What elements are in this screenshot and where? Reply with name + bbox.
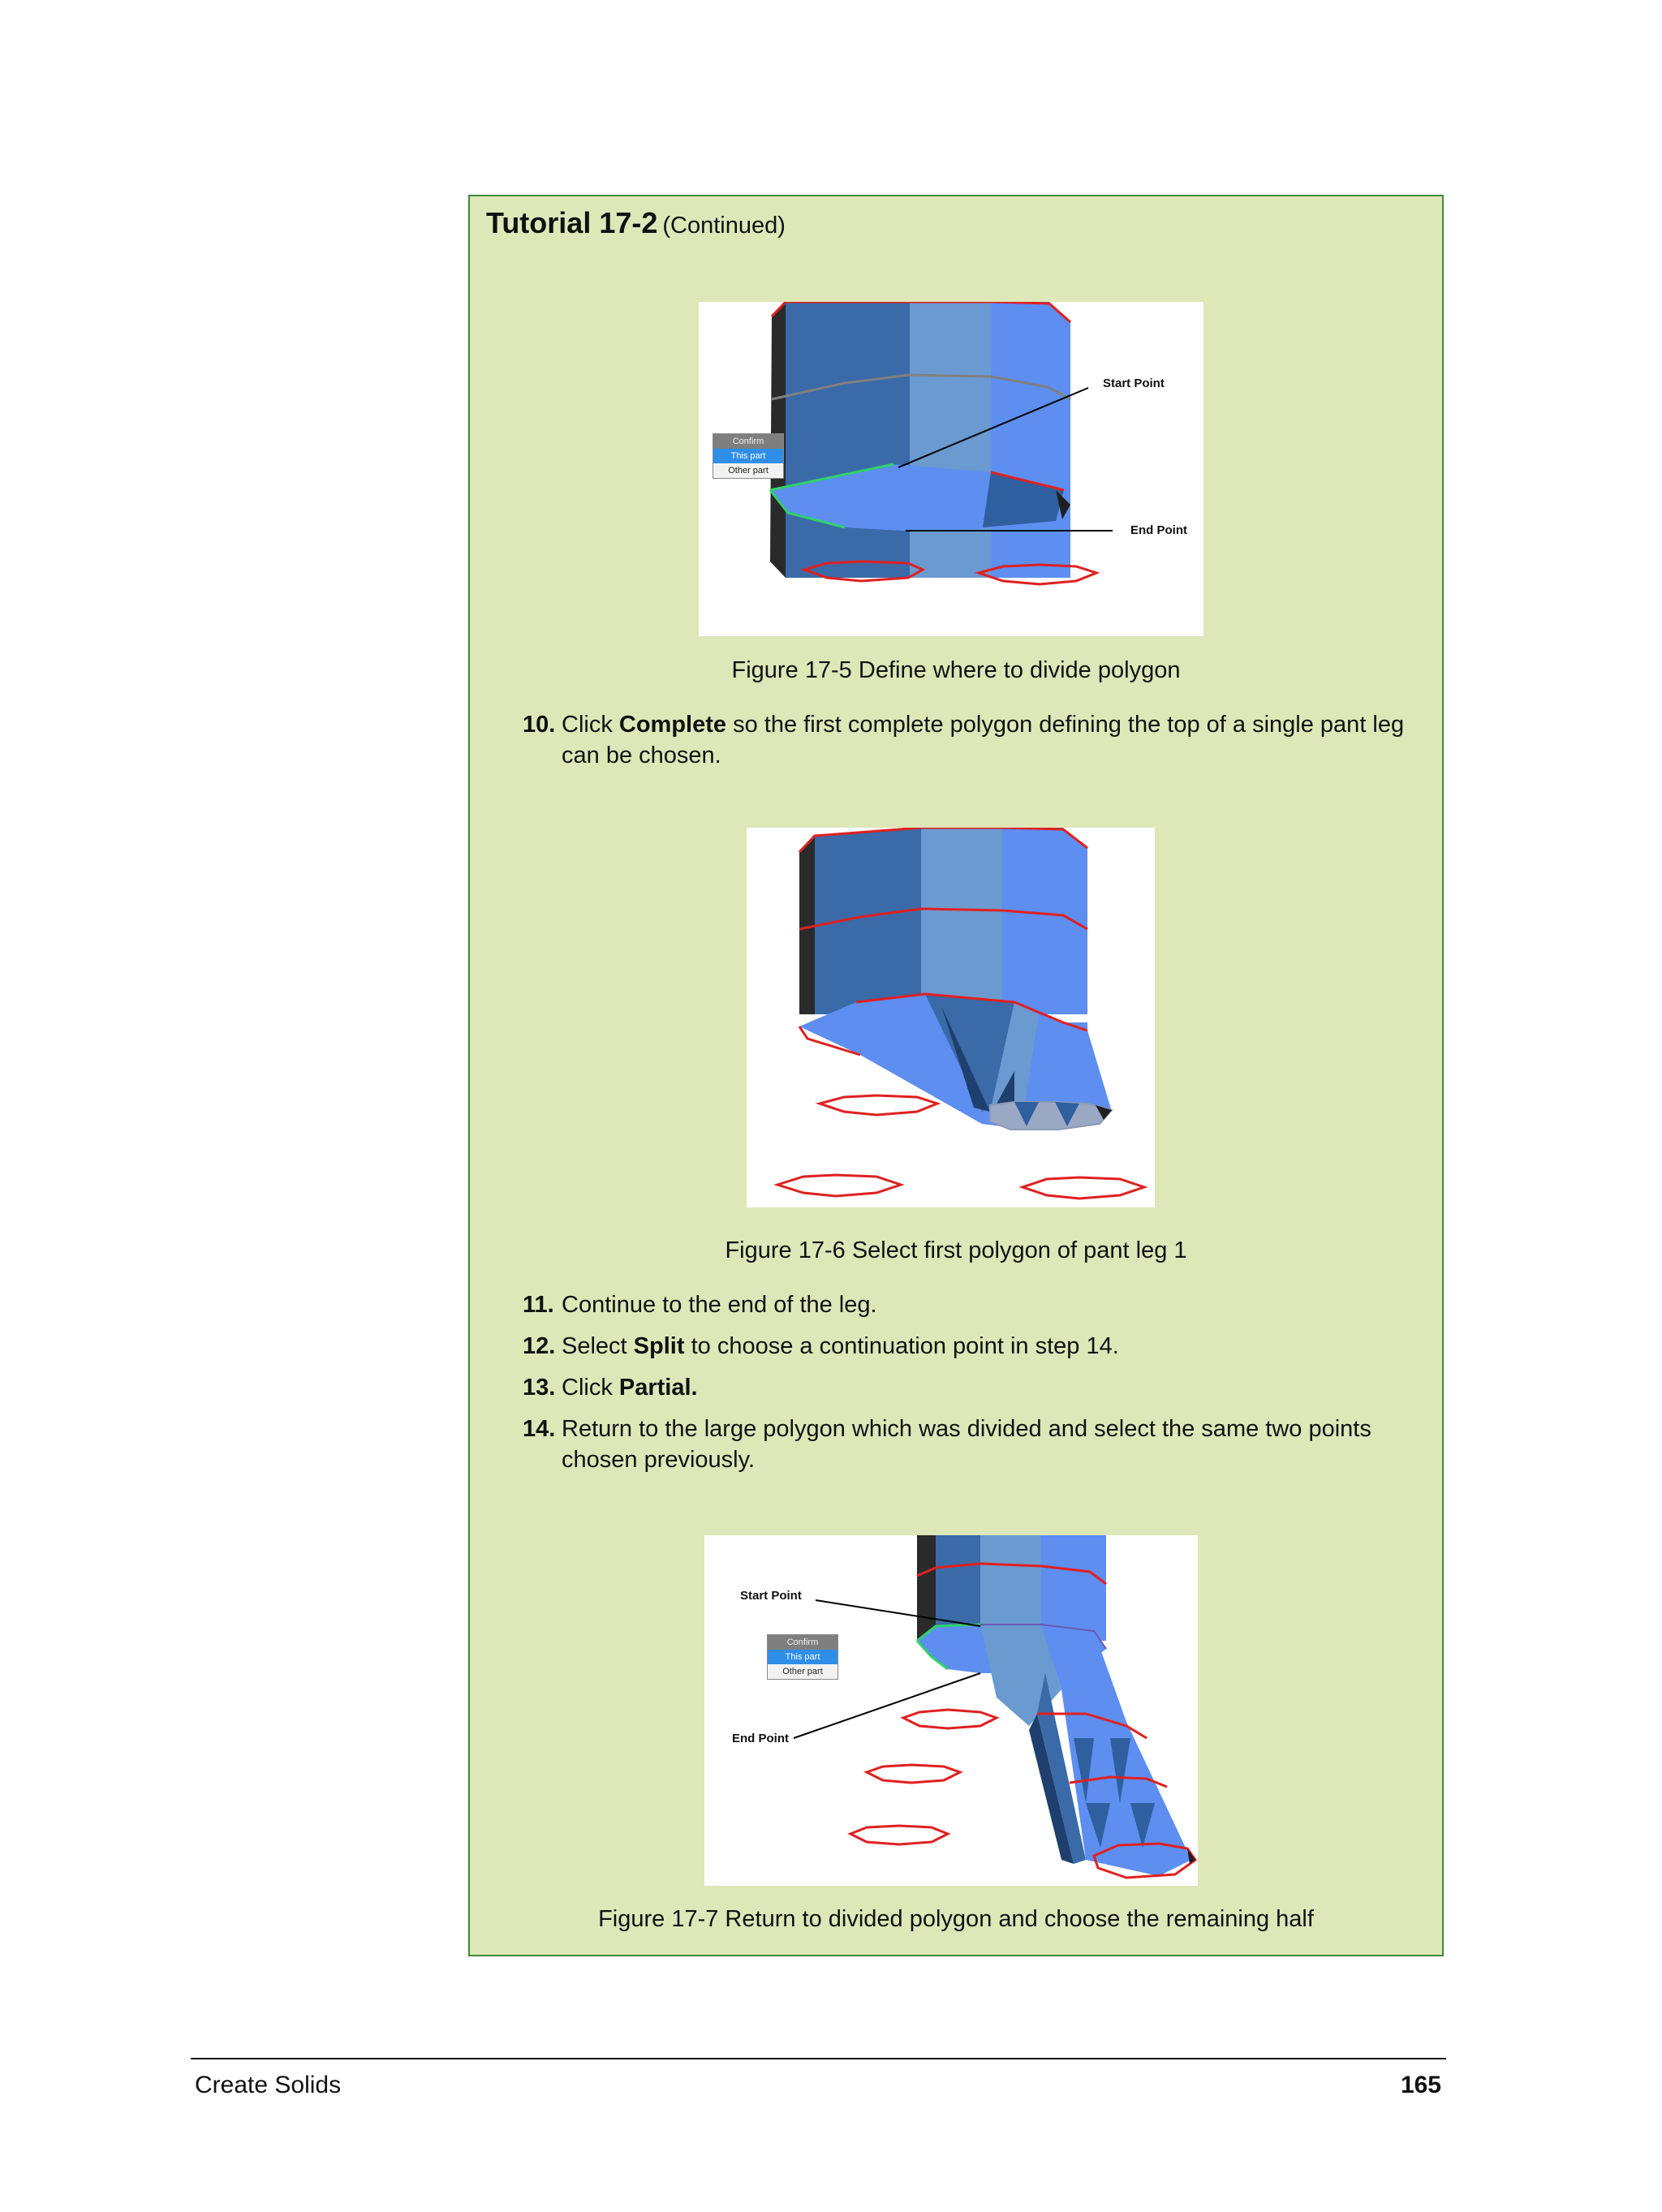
step-11 bbox=[523, 1289, 1415, 1320]
end-point-label: End Point bbox=[1130, 523, 1187, 537]
step-10 bbox=[523, 709, 1415, 771]
figure-17-5-caption: Figure 17-5 Define where to divide polygon bbox=[731, 657, 1181, 683]
figure-17-7-caption: Figure 17-7 Return to divided polygon and choose the remaining half bbox=[598, 1906, 1314, 1932]
step-number: 14. bbox=[523, 1416, 556, 1442]
continued-label: (Continued) bbox=[662, 213, 786, 239]
confirm-header: Confirm bbox=[768, 1635, 837, 1650]
confirm-popup bbox=[713, 433, 784, 479]
start-point-label: Start Point bbox=[1103, 377, 1165, 390]
page-number: 165 bbox=[1400, 2072, 1441, 2098]
this-part-option[interactable]: This part bbox=[713, 449, 783, 463]
step-number: 11. bbox=[523, 1292, 554, 1318]
other-part-option[interactable]: Other part bbox=[768, 1664, 837, 1679]
step-text: Click Complete so the first complete polygon defining the top of a single pant leg can be chosen. bbox=[562, 712, 1405, 768]
step-number: 13. bbox=[523, 1375, 556, 1401]
figure-17-6-illustration bbox=[747, 828, 1155, 1207]
step-text: Continue to the end of the leg. bbox=[562, 1292, 877, 1318]
other-part-option[interactable]: Other part bbox=[713, 463, 783, 478]
figure-17-7 bbox=[704, 1535, 1198, 1886]
figure-17-6 bbox=[747, 828, 1155, 1207]
step-12 bbox=[523, 1331, 1415, 1362]
start-point-label: Start Point bbox=[740, 1589, 802, 1603]
step-text: Click Partial. bbox=[562, 1375, 698, 1401]
figure-17-5 bbox=[699, 302, 1203, 636]
step-number: 10. bbox=[523, 712, 556, 738]
figure-17-7-illustration bbox=[704, 1535, 1198, 1886]
footer-section: Create Solids bbox=[195, 2072, 342, 2098]
tutorial-panel bbox=[468, 195, 1444, 1956]
this-part-option[interactable]: This part bbox=[768, 1650, 837, 1664]
step-text: Select Split to choose a continuation point in step 14. bbox=[562, 1333, 1119, 1359]
tutorial-title: Tutorial 17-2 (Continued) bbox=[486, 206, 786, 239]
step-14 bbox=[523, 1414, 1415, 1475]
step-number: 12. bbox=[523, 1333, 556, 1359]
confirm-popup bbox=[767, 1634, 838, 1680]
confirm-header: Confirm bbox=[713, 434, 783, 449]
step-13 bbox=[523, 1372, 1415, 1403]
figure-17-6-caption: Figure 17-6 Select first polygon of pant leg 1 bbox=[725, 1237, 1187, 1263]
footer-rule bbox=[191, 2058, 1446, 2059]
step-text: Return to the large polygon which was divided and select the same two points chosen previously. bbox=[562, 1416, 1371, 1473]
end-point-label: End Point bbox=[732, 1732, 789, 1745]
